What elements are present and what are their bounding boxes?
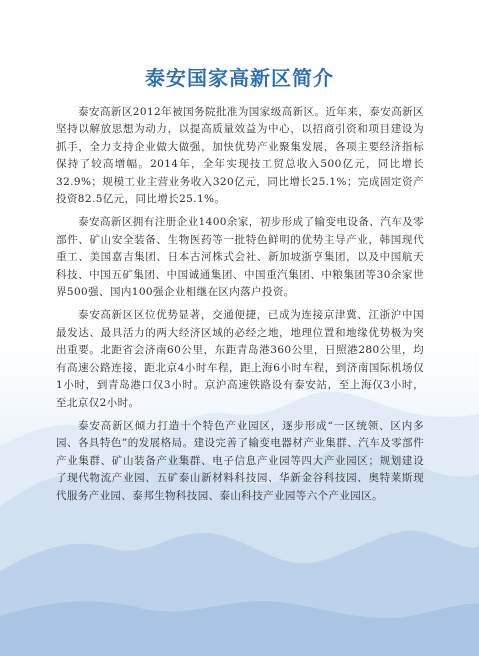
paragraph-location: 泰安高新区区位优势显著，交通便捷，已成为连接京津冀、江浙沪中国最发达、最具活力的两大经济区域的必经之地，地理位置和地缘优势极为突出重要。北距省会济南60公里，东距青岛港360公里，日照港280公里，均有高速公路连接，距北京4小时车程，距上海6小时车程，到济南国际机场仅1小时，到青岛港口仅3小时。京沪高速铁路设有泰安站，至上海仅3小时，至北京仅2小时。	[56, 309, 424, 409]
paragraph-industrial-parks: 泰安高新区倾力打造十个特色产业园区，逐步形成“一区统领、区内多园、各具特色”的发展格局。建设完善了输变电器材产业集群、汽车及零部件产业集群、矿山装备产业集群、电子信息产业园等四大产业园区；规划建设了现代物流产业园、五矿泰山新材料科技园、华新金谷科技园、奥特莱斯现代服务产业园、泰邦生物科技园、泰山科技产业园等六个产业园区。	[56, 419, 424, 502]
paragraph-industries: 泰安高新区拥有注册企业1400余家，初步形成了输变电设备、汽车及零部件、矿山安全装备、生物医药等一批特色鲜明的优势主导产业，韩国现代重工、美国嘉吉集团、日本古河株式会社、新加坡浙亨集团，以及中国航天科技、中国五矿集团、中国诚通集团、中国重汽集团、中粮集团等30余家世界500强、国内100强企业相继在区内落户投资。	[56, 216, 424, 299]
page-title: 泰安国家高新区简介	[145, 66, 334, 90]
article-body	[56, 104, 424, 511]
paragraph-overview: 泰安高新区2012年被国务院批准为国家级高新区。近年来，泰安高新区坚持以解放思想为动力，以提高质量效益为中心，以招商引资和项目建设为抓手，全力支持企业做大做强，加快优势产业聚集发展，各项主要经济指标保持了较高增幅。2014年，全年实现技工贸总收入500亿元，同比增长32.9%；规模工业主营业务收入320亿元，同比增长25.1%；完成固定资产投资82.5亿元，同比增长25.1%。	[56, 106, 424, 206]
